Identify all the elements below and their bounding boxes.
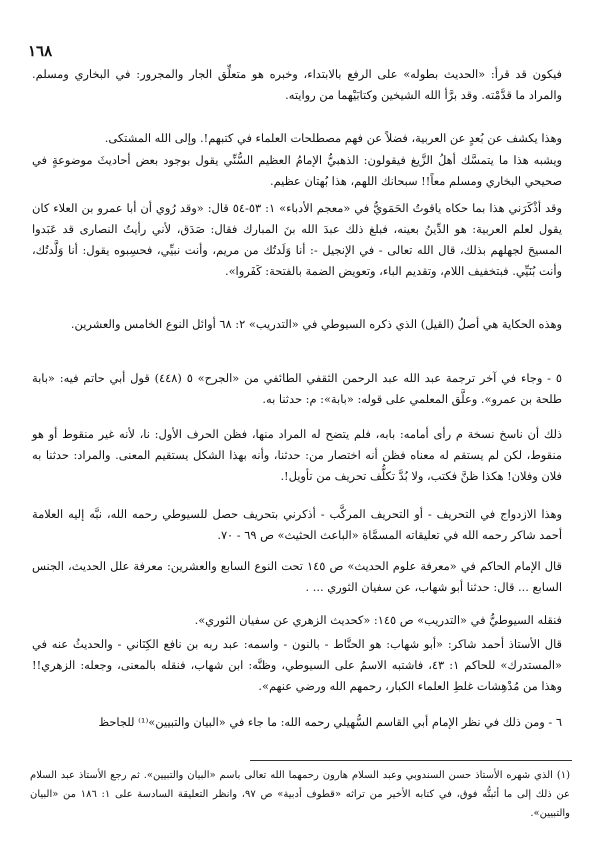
paragraph-2: وهذا يكشف عن بُعدٍ عن العربية، فضلاً عن فهم مصطلحات العلماء في كتبهم!. وإلى الله المشتكى. [104, 131, 562, 145]
paragraph-1: فيكون قد قرأ: «الحديث بطوله» على الرفع بالابتداء، وخبره هو متعلِّق الجار والمجرور: في البخاري ومسلم. والمراد ما قدَّمْته. وقد برَّأ الله الشيخين وكتابَيْهما من روايته. [32, 67, 562, 102]
paragraph-8: وهذا الازدواج في التحريف - أو التحريف المركَّب - أذكرني بتحريف حصل للسيوطي رحمه الله، نبَّه إليه العلامة أحمد شاكر رحمه الله في تعليقاته المسمَّاة «الباعث الحثيث» ص ٦٩ - ٧٠. [32, 507, 562, 542]
paragraph-6: ٥ - وجاء في آخر ترجمة عبد الله عبد الرحمن الثقفي الطائفي من «الجرح» ٥ (٤٤٨) قول أبي حاتم فيه: «بابة طلحة بن عمرو». وعلَّق المعلمي على قوله: «بابة»: م: حدثنا به. [32, 371, 562, 406]
footnote-divider [250, 760, 572, 761]
paragraph-9: قال الإمام الحاكم في «معرفة علوم الحديث» ص ١٤٥ تحت النوع السابع والعشرين: معرفة علل الحديث، الجنس السابع ... قال: حدثنا أبو شهاب، عن سفيان الثوري ... . [32, 559, 562, 594]
paragraph-10: فنقله السيوطيُّ في «التدريب» ص ١٤٥: «كحديث الزهري عن سفيان الثوري». [194, 613, 562, 627]
paragraph-5: وهذه الحكاية هي أصلُ (القيل) الذي ذكره السيوطي في «التدريب» ٢: ٦٨ أوائل النوع الخامس والعشرين. [70, 317, 562, 331]
page-number: ١٦٨ [28, 42, 53, 60]
paragraph-12: ٦ - ومن ذلك في نظر الإمام أبي القاسم السُّهيلي رحمه الله: ما جاء في «البيان والتبيين»⁽¹⁾ للجاحظ [98, 715, 562, 729]
paragraph-7: ذلك أن ناسخ نسخة م رأى أمامه: بابه، فلم يتضح له المراد منها، فظن الحرف الأول: نا، لأنه غير منقوط أو هو منقوط، لكن لم يستقم له معناه فظن أنه اختصار من: حدثنا، وأنه بهذا الشكل يستقيم المعنى. والمراد: حدثنا به فلان وفلان! هكذا ظنَّ فكتب، ولا بُدَّ تكلُّف تحريف من تأويل!. [32, 427, 562, 483]
paragraph-3: ويشبه هذا ما يتمسَّك أهلُ الزَّيغ فيقولون: الذهبيُّ الإمامُ العظيم السُّنِّي يقول بوجود بعض أحاديثَ موضوعةٍ في صحيحي البخاري ومسلم معاً!! سبحانك اللهم، هذا بُهتان عظيم. [32, 153, 562, 188]
paragraph-4: وقد أذْكَرَني هذا بما حكاه ياقوتُ الحَمَويُّ في «معجم الأدباء» ١: ٥٣-٥٤ قال: «وقد رُوي أن أبا عمرو بن العلاء كان يقول لعلم العربية: هو الدِّينُ بعينه، فبلغ ذلك عبدَ الله بنَ المبارك فقال: صَدَق، لأني رأيتُ النصارى قد عَبَدوا المسيحَ لجهلهم بذلك، قال الله تعالى - في الإنجيل -: أنا وَلَدتُك من مريم، وأنت نبيِّي، فحسِبوه يقول: أنا وَلَّدتُك، وأنت بُنَيِّي. فبتخفيف اللام، وتقديم الباء، وتعويض الضمة بالفتحة: كَفَروا». [32, 201, 563, 278]
paragraph-11: قال الأستاذ أحمد شاكر: «أبو شهاب: هو الحنَّاط - بالنون - واسمه: عبد ربه بن نافع الكِنَاني - والحديثُ عنه في «المستدرك» للحاكم ١: ٤٣، فاشتبه الاسمُ على السيوطي، وظنَّه: ابن شهاب، فنقله بالمعنى، وجعله: الزهري!! وهذا من مُدْهِشات غلطِ العلماء الكبار، رحمهم الله ورضي عنهم». [32, 637, 563, 693]
footnote: (١) الذي شهره الأستاذ حسن السندوبي وعبد السلام هارون رحمهما الله تعالى باسم «البيان والتبيين». ثم رجع الأستاذ عبد السلام عن ذلك إلى ما أثبتُّه فوق، في كتابه الأخير من تراثه «قطوف أدبية» ص ٩٧، وانظر التعليقة السادسة على ١: ١٨٦ من «البيان والتبيين». [30, 770, 570, 819]
